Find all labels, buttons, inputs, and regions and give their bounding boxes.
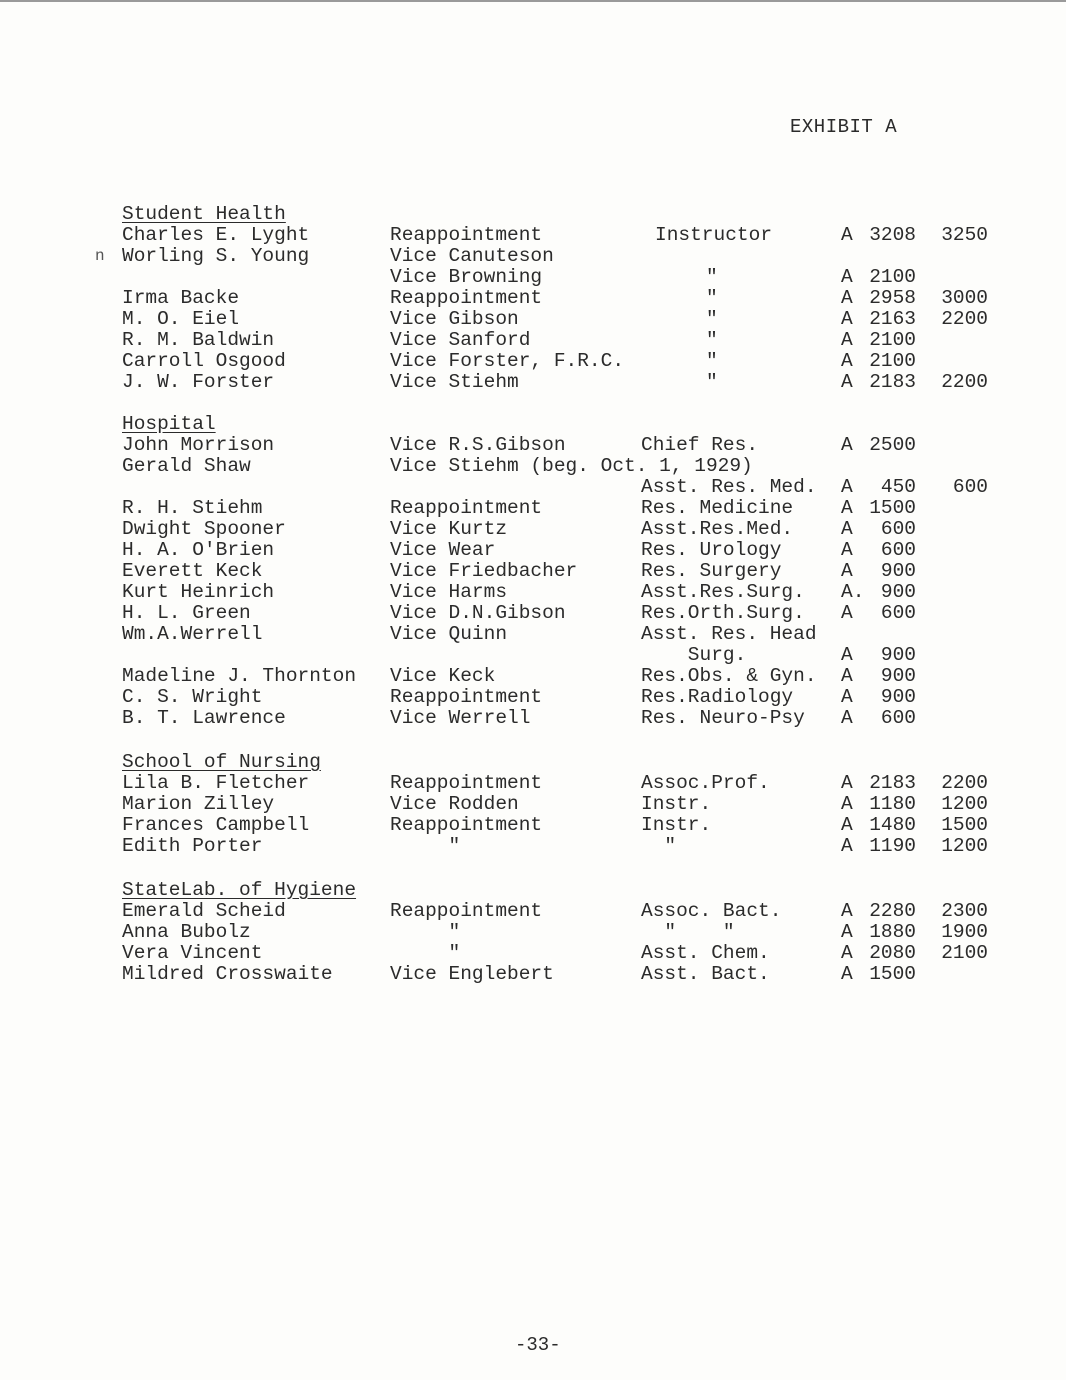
salary-amount: 1500 — [869, 963, 916, 985]
appointment-action: Vice Werrell — [390, 707, 531, 729]
salary-amount: 2183 — [869, 371, 916, 393]
table-row — [0, 225, 1066, 246]
position-title: " — [706, 308, 718, 330]
appointment-action: Vice Stiehm (beg. Oct. 1, 1929) — [390, 455, 753, 477]
position-title: Res.Radiology — [641, 686, 794, 708]
person-name: Dwight Spooner — [122, 518, 286, 540]
position-title: Res. Medicine — [641, 497, 794, 519]
appointment-action: Vice Rodden — [390, 793, 519, 815]
new-salary-amount: 3250 — [941, 224, 988, 246]
position-title: " — [706, 371, 718, 393]
new-salary-amount: 2300 — [941, 900, 988, 922]
position-title: Surg. — [641, 644, 747, 666]
position-title: Asst. Bact. — [641, 963, 770, 985]
position-title: " — [706, 329, 718, 351]
appointment-action: Vice D.N.Gibson — [390, 602, 566, 624]
position-title: Chief Res. — [641, 434, 759, 456]
table-row — [0, 603, 1066, 624]
position-title: Asst.Res.Surg. — [641, 581, 805, 603]
salary-code: A — [841, 686, 853, 708]
appointment-action: Vice Keck — [390, 665, 496, 687]
table-row — [0, 836, 1066, 857]
salary-code: A. — [841, 581, 865, 603]
salary-code: A — [841, 900, 853, 922]
appointment-action: Reappointment — [390, 287, 543, 309]
salary-code: A — [841, 772, 853, 794]
table-row — [0, 435, 1066, 456]
appointment-action: " — [390, 835, 461, 857]
appointment-action: Vice Englebert — [390, 963, 554, 985]
appointment-action: Reappointment — [390, 224, 543, 246]
salary-code: A — [841, 350, 853, 372]
section-heading: Hospital — [122, 413, 216, 435]
salary-amount: 2500 — [869, 434, 916, 456]
table-row — [0, 456, 1066, 477]
person-name: Kurt Heinrich — [122, 581, 275, 603]
position-title: Assoc. Bact. — [641, 900, 782, 922]
person-name: H. A. O'Brien — [122, 539, 275, 561]
salary-code: A — [841, 707, 853, 729]
salary-code: A — [841, 963, 853, 985]
appointment-action: Reappointment — [390, 814, 543, 836]
table-row — [0, 645, 1066, 666]
table-row — [0, 773, 1066, 794]
table-row — [0, 582, 1066, 603]
appointment-action: Vice Friedbacher — [390, 560, 578, 582]
scan-top-edge — [0, 0, 1066, 2]
table-row — [0, 943, 1066, 964]
position-title: Res. Urology — [641, 539, 782, 561]
salary-code: A — [841, 329, 853, 351]
person-name: Vera Vincent — [122, 942, 263, 964]
appointment-action: Reappointment — [390, 686, 543, 708]
person-name: Madeline J. Thornton — [122, 665, 357, 687]
salary-code: A — [841, 602, 853, 624]
table-row — [0, 540, 1066, 561]
salary-amount: 2080 — [869, 942, 916, 964]
section-heading-row — [0, 204, 1066, 225]
salary-code: A — [841, 793, 853, 815]
salary-amount: 2958 — [869, 287, 916, 309]
salary-amount: 1500 — [869, 497, 916, 519]
salary-code: A — [841, 497, 853, 519]
appointment-action: " — [390, 921, 461, 943]
person-name: Wm.A.Werrell — [122, 623, 263, 645]
table-row — [0, 901, 1066, 922]
salary-code: A — [841, 560, 853, 582]
salary-amount: 2100 — [869, 266, 916, 288]
new-salary-amount: 3000 — [941, 287, 988, 309]
salary-code: A — [841, 308, 853, 330]
salary-amount: 450 — [880, 476, 916, 498]
salary-amount: 900 — [880, 560, 916, 582]
salary-code: A — [841, 224, 853, 246]
position-title: Asst. Res. Head — [641, 623, 817, 645]
position-title: Res.Orth.Surg. — [641, 602, 805, 624]
salary-code: A — [841, 921, 853, 943]
person-name: Emerald Scheid — [122, 900, 286, 922]
position-title: " — [641, 835, 677, 857]
salary-amount: 1480 — [869, 814, 916, 836]
new-salary-amount: 1200 — [941, 835, 988, 857]
table-row — [0, 666, 1066, 687]
salary-amount: 900 — [880, 581, 916, 603]
appointment-action: Vice Wear — [390, 539, 496, 561]
salary-code: A — [841, 476, 853, 498]
position-title: " — [706, 350, 718, 372]
salary-code: A — [841, 665, 853, 687]
position-title: Asst. Chem. — [641, 942, 770, 964]
person-name: Gerald Shaw — [122, 455, 251, 477]
section-heading: Student Health — [122, 203, 286, 225]
person-name: B. T. Lawrence — [122, 707, 286, 729]
new-salary-amount: 1500 — [941, 814, 988, 836]
table-row — [0, 477, 1066, 498]
salary-amount: 900 — [880, 665, 916, 687]
salary-amount: 2100 — [869, 350, 916, 372]
salary-amount: 2280 — [869, 900, 916, 922]
new-salary-amount: 600 — [952, 476, 988, 498]
salary-amount: 600 — [880, 707, 916, 729]
table-row — [0, 794, 1066, 815]
salary-amount: 1880 — [869, 921, 916, 943]
appointment-action: Reappointment — [390, 772, 543, 794]
position-title: " — [706, 266, 718, 288]
person-name: R. H. Stiehm — [122, 497, 263, 519]
person-name: Irma Backe — [122, 287, 240, 309]
table-row — [0, 372, 1066, 393]
person-name: M. O. Eiel — [122, 308, 240, 330]
person-name: Worling S. Young — [122, 245, 310, 267]
salary-amount: 2163 — [869, 308, 916, 330]
appointment-action: Vice Browning — [390, 266, 543, 288]
person-name: R. M. Baldwin — [122, 329, 275, 351]
salary-code: A — [841, 942, 853, 964]
salary-amount: 900 — [880, 644, 916, 666]
salary-code: A — [841, 835, 853, 857]
new-salary-amount: 2100 — [941, 942, 988, 964]
position-title: Instructor — [655, 224, 773, 246]
position-title: Res. Surgery — [641, 560, 782, 582]
appointment-action: Vice Harms — [390, 581, 508, 603]
salary-amount: 900 — [880, 686, 916, 708]
appointment-action: Vice Sanford — [390, 329, 531, 351]
appointment-action: Vice R.S.Gibson — [390, 434, 566, 456]
salary-code: A — [841, 434, 853, 456]
salary-code: A — [841, 287, 853, 309]
new-salary-amount: 1200 — [941, 793, 988, 815]
salary-code: A — [841, 539, 853, 561]
person-name: Edith Porter — [122, 835, 263, 857]
salary-amount: 3208 — [869, 224, 916, 246]
table-row — [0, 309, 1066, 330]
position-title: " " — [641, 921, 735, 943]
position-title: Asst. Res. Med. — [641, 476, 817, 498]
appointment-action: " — [390, 942, 461, 964]
appointment-action: Vice Forster, F.R.C. — [390, 350, 625, 372]
handwritten-mark: n — [95, 247, 105, 265]
appointment-action: Vice Quinn — [390, 623, 508, 645]
salary-amount: 2183 — [869, 772, 916, 794]
salary-amount: 600 — [880, 602, 916, 624]
position-title: Res. Neuro-Psy — [641, 707, 805, 729]
salary-amount: 2100 — [869, 329, 916, 351]
table-row — [0, 267, 1066, 288]
appointment-action: Vice Stiehm — [390, 371, 519, 393]
salary-code: A — [841, 644, 853, 666]
person-name: Anna Bubolz — [122, 921, 251, 943]
person-name: Carroll Osgood — [122, 350, 286, 372]
position-title: Instr. — [641, 793, 712, 815]
exhibit-label: EXHIBIT A — [790, 116, 898, 138]
person-name: Frances Campbell — [122, 814, 310, 836]
salary-amount: 1190 — [869, 835, 916, 857]
table-row — [0, 561, 1066, 582]
appointment-action: Reappointment — [390, 900, 543, 922]
salary-code: A — [841, 814, 853, 836]
table-row — [0, 687, 1066, 708]
person-name: Lila B. Fletcher — [122, 772, 310, 794]
new-salary-amount: 2200 — [941, 308, 988, 330]
position-title: Instr. — [641, 814, 712, 836]
position-title: Asst.Res.Med. — [641, 518, 794, 540]
appointment-action: Vice Gibson — [390, 308, 519, 330]
table-row — [0, 351, 1066, 372]
new-salary-amount: 1900 — [941, 921, 988, 943]
person-name: Marion Zilley — [122, 793, 275, 815]
section-heading-row — [0, 752, 1066, 773]
appointment-action: Vice Canuteson — [390, 245, 554, 267]
position-title: " — [706, 287, 718, 309]
section-heading: StateLab. of Hygiene — [122, 879, 357, 901]
person-name: John Morrison — [122, 434, 275, 456]
salary-code: A — [841, 518, 853, 540]
appointment-action: Vice Kurtz — [390, 518, 508, 540]
section-heading-row — [0, 414, 1066, 435]
table-row — [0, 519, 1066, 540]
table-row — [0, 330, 1066, 351]
person-name: C. S. Wright — [122, 686, 263, 708]
table-row — [0, 922, 1066, 943]
person-name: J. W. Forster — [122, 371, 275, 393]
table-row — [0, 964, 1066, 985]
person-name: Mildred Crosswaite — [122, 963, 333, 985]
table-row — [0, 498, 1066, 519]
position-title: Res.Obs. & Gyn. — [641, 665, 817, 687]
salary-code: A — [841, 371, 853, 393]
appointment-action: Reappointment — [390, 497, 543, 519]
section-heading-row — [0, 880, 1066, 901]
new-salary-amount: 2200 — [941, 371, 988, 393]
person-name: Charles E. Lyght — [122, 224, 310, 246]
table-row — [0, 708, 1066, 729]
table-row — [0, 246, 1066, 267]
person-name: Everett Keck — [122, 560, 263, 582]
table-row — [0, 624, 1066, 645]
person-name: H. L. Green — [122, 602, 251, 624]
new-salary-amount: 2200 — [941, 772, 988, 794]
salary-amount: 600 — [880, 539, 916, 561]
table-row — [0, 288, 1066, 309]
table-row — [0, 815, 1066, 836]
position-title: Assoc.Prof. — [641, 772, 770, 794]
salary-code: A — [841, 266, 853, 288]
salary-amount: 600 — [880, 518, 916, 540]
page-number: -33- — [515, 1334, 561, 1356]
section-heading: School of Nursing — [122, 751, 321, 773]
salary-amount: 1180 — [869, 793, 916, 815]
